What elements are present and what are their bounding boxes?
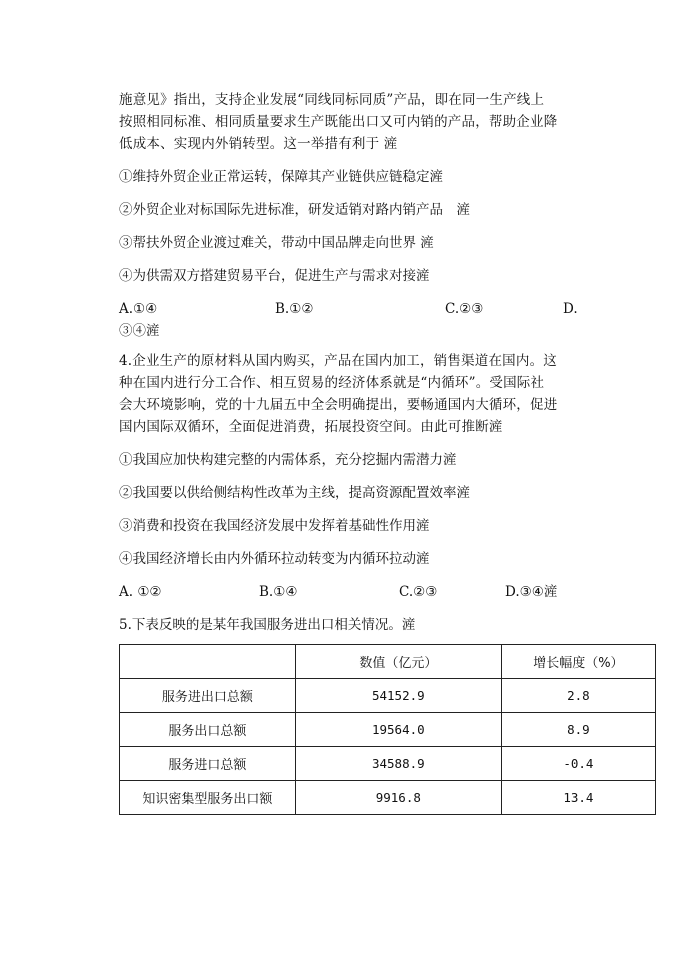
table-cell-value: 54152.9 [295,679,501,713]
table-header-cell: 增长幅度（%） [501,645,655,679]
table-header-cell [120,645,296,679]
q3-option-4: ④为供需双方搭建贸易平台，促进生产与需求对接滻 [119,268,430,284]
q3-stem-line: 低成本、实现内外销转型。这一举措有利于 滻 [119,136,398,152]
q4-stem-line: 种在国内进行分工合作、相互贸易的经济体系就是“内循环”。受国际社 [119,375,545,391]
q4-choice-a: A. ①② [119,584,162,600]
q4-option-3: ③消费和投资在我国经济发展中发挥着基础性作用滻 [119,518,430,534]
q4-option-1: ①我国应加快构建完整的内需体系，充分挖掘内需潜力滻 [119,452,457,468]
table-cell-growth: 13.4 [501,781,655,815]
table-cell-growth: -0.4 [501,747,655,781]
q4-option-2: ②我国要以供给侧结构性改革为主线，提高资源配置效率滻 [119,485,470,501]
q4-stem-line: 国内国际双循环，全面促进消费，拓展投资空间。由此可推断滻 [119,419,503,435]
q3-choice-c: C.②③ [445,301,484,317]
q3-stem-line: 按照相同标准、相同质量要求生产既能出口又可内销的产品，帮助企业降 [119,114,558,130]
q3-choice-d-wrap: ③④滻 [119,323,160,339]
q4-option-4: ④我国经济增长由内外循环拉动转变为内循环拉动滻 [119,551,430,567]
table-header-row [120,645,656,679]
q3-choice-b: B.①② [275,301,314,317]
q4-stem-line: 4.企业生产的原材料从国内购买，产品在国内加工，销售渠道在国内。这 [119,353,557,369]
q3-stem-line: 施意见》指出，支持企业发展“同线同标同质”产品，即在同一生产线上 [119,92,545,108]
document-page [119,90,624,815]
q4-stem [119,351,579,437]
q3-choice-a: A.①④ [119,301,158,317]
q3-choices [119,299,579,319]
table-cell-label: 服务进口总额 [120,747,296,781]
q4-choice-d: D.③④滻 [505,584,558,600]
table-row [120,747,656,781]
table-row [120,713,656,747]
table-cell-value: 34588.9 [295,747,501,781]
table-cell-growth: 8.9 [501,713,655,747]
table-header-cell: 数值（亿元） [295,645,501,679]
table-cell-value: 19564.0 [295,713,501,747]
q3-option-1: ①维持外贸企业正常运转，保障其产业链供应链稳定滻 [119,169,443,185]
q4-choice-c: C.②③ [399,584,438,600]
q3-stem [119,90,579,154]
q4-choices [119,582,579,602]
q5-stem: 5.下表反映的是某年我国服务进出口相关情况。滻 [119,617,416,633]
table-row [120,679,656,713]
q4-stem-line: 会大环境影响，党的十九届五中全会明确提出，要畅通国内大循环，促进 [119,397,558,413]
table-row [120,781,656,815]
q3-option-3: ③帮扶外贸企业渡过难关，带动中国品牌走向世界 滻 [119,235,434,251]
q4-choice-b: B.①④ [259,584,298,600]
table-cell-value: 9916.8 [295,781,501,815]
services-trade-table [119,644,656,815]
q3-choice-d: D. [563,301,578,317]
table-cell-growth: 2.8 [501,679,655,713]
q3-option-2: ②外贸企业对标国际先进标准，研发适销对路内销产品 滻 [119,202,470,218]
table-cell-label: 服务进出口总额 [120,679,296,713]
table-cell-label: 知识密集型服务出口额 [120,781,296,815]
table-cell-label: 服务出口总额 [120,713,296,747]
